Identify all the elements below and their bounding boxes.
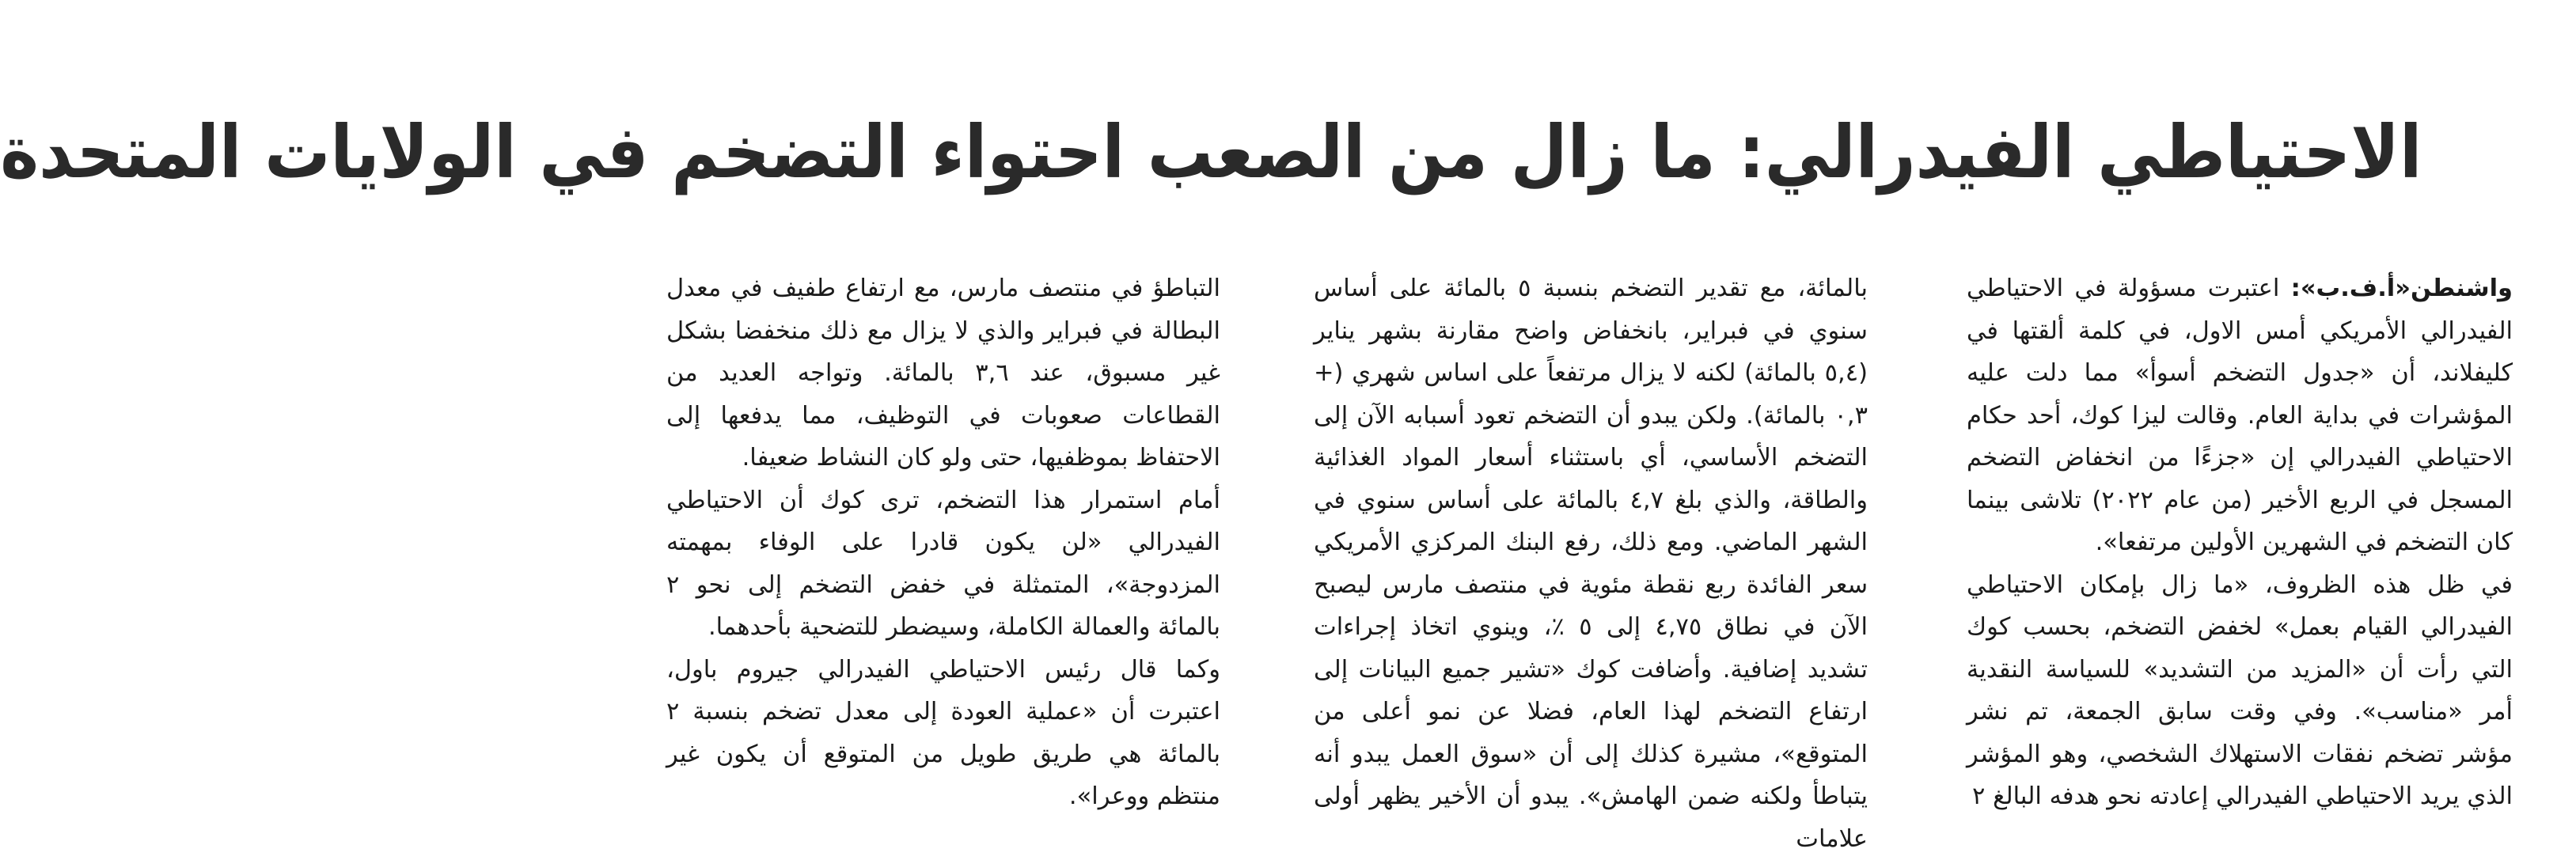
dateline: واشنطن«أ.ف.ب»:	[2290, 275, 2513, 302]
article-paragraph: وكما قال رئيس الاحتياطي الفيدرالي جيروم باول، اعتبرت أن «عملية العودة إلى معدل تضخم بنسبة ٢ بالمائة هي طريق طويل من المتوقع أن يكون غير منتظم ووعرا».	[666, 655, 1220, 810]
article-paragraph: في ظل هذه الظروف، «ما زال بإمكان الاحتياطي الفيدرالي القيام بعمل» لخفض التضخم، بحسب كوك التي رأت أن «المزيد من التشديد» للسياسة النقدية أمر «مناسب». وفي وقت سابق الجمعة، تم نشر مؤشر تضخم نفقات الاستهلاك الشخصي، وهو المؤشر الذي يريد الاحتياطي الفيدرالي إعادته نحو هدفه البالغ ٢	[1967, 570, 2513, 810]
article-headline: الاحتياطي الفيدرالي: ما زال من الصعب احتواء التضخم في الولايات المتحدة	[0, 110, 2422, 195]
article-paragraph: أمام استمرار هذا التضخم، ترى كوك أن الاحتياطي الفيدرالي «لن يكون قادرا على الوفاء بمهمته المزدوجة»، المتمثلة في خفض التضخم إلى نحو ٢ بالمائة والعمالة الكاملة، وسيضطر للتضحية بأحدهما.	[666, 486, 1220, 641]
article-column-1	[1967, 267, 2513, 821]
paragraph-text: اعتبرت مسؤولة في الاحتياطي الفيدرالي الأمريكي أمس الاول، في كلمة ألقتها في كليفلاند، أن «جدول التضخم أسوأ» مما دلت عليه المؤشرات في بداية العام. وقالت ليزا كوك، أحد حكام الاحتياطي الفيدرالي إن «جزءًا من انخفاض التضخم المسجل في الربع الأخير (من عام ٢٠٢٢) تلاشى بينما كان التضخم في الشهرين الأولين مرتفعا».	[1967, 275, 2513, 556]
article-paragraph: التباطؤ في منتصف مارس، مع ارتفاع طفيف في معدل البطالة في فبراير والذي لا يزال مع ذلك منخفضا بشكل غير مسبوق، عند ٣,٦ بالمائة. وتواجه العديد من القطاعات صعوبات في التوظيف، مما يدفعها إلى الاحتفاظ بموظفيها، حتى ولو كان النشاط ضعيفا.	[666, 275, 1221, 472]
article-column-2	[1314, 267, 1868, 853]
article-column-3	[666, 267, 1220, 821]
article-paragraph: بالمائة، مع تقدير التضخم بنسبة ٥ بالمائة على أساس سنوي في فبراير، بانخفاض واضح مقارنة بشهر يناير (٥,٤ بالمائة) لكنه لا يزال مرتفعاً على اساس شهري (+ ٠,٣ بالمائة). ولكن يبدو أن التضخم تعود أسبابه الآن إلى التضخم الأساسي، أي باستثناء أسعار المواد الغذائية والطاقة، والذي بلغ ٤,٧ بالمائة على أساس سنوي في الشهر الماضي. ومع ذلك، رفع البنك المركزي الأمريكي سعر الفائدة ربع نقطة مئوية في منتصف مارس ليصبح الآن في نطاق ٤,٧٥ إلى ٥ ٪، وينوي اتخاذ إجراءات تشديد إضافية. وأضافت كوك «تشير جميع البيانات إلى ارتفاع التضخم لهذا العام، فضلا عن نمو أعلى من المتوقع»، مشيرة كذلك إلى أن «سوق العمل يبدو أنه يتباطأ ولكنه ضمن الهامش». يبدو أن الأخير يظهر أولى علامات	[1314, 275, 1868, 853]
article-paragraph	[1967, 267, 2513, 564]
